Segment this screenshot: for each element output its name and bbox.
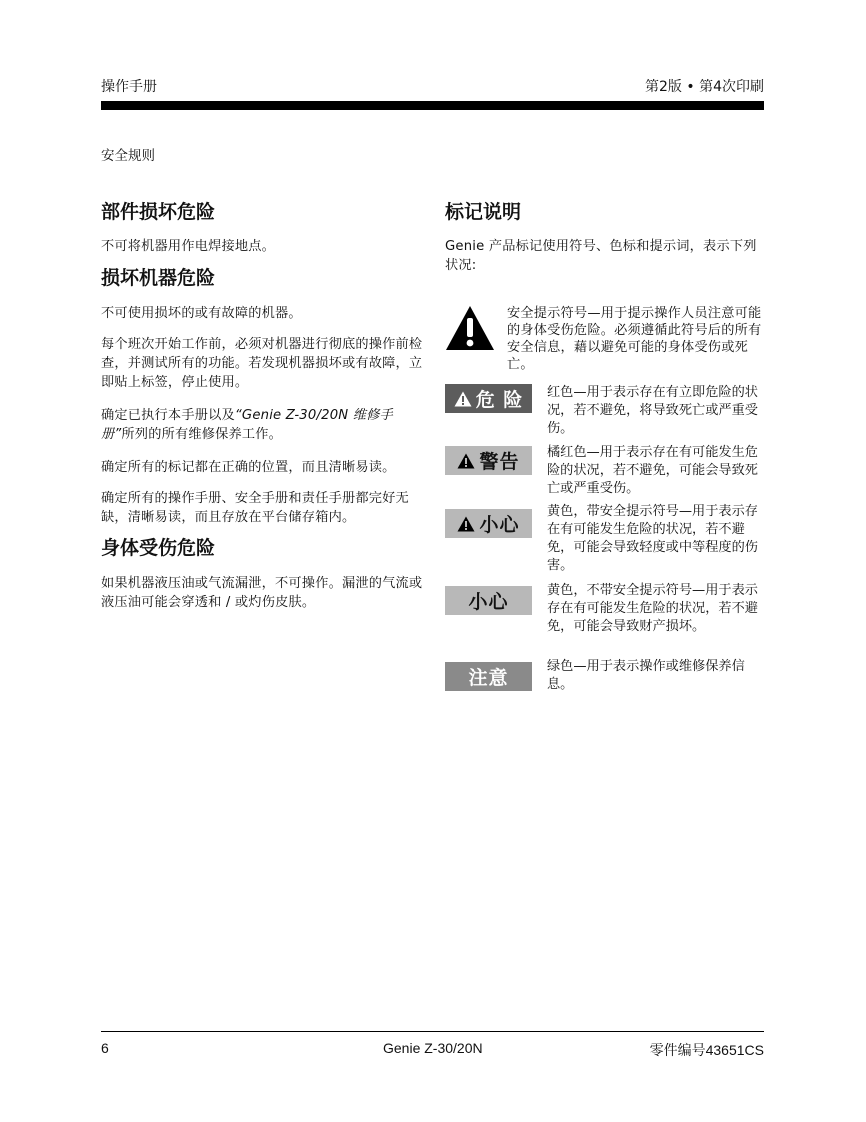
- para-maintenance: [101, 406, 423, 444]
- heading-symbol-definitions: 标记说明: [445, 201, 522, 223]
- caution-signal-panel: [445, 586, 532, 615]
- header-left: 操作手册: [101, 79, 157, 95]
- caution-alert-label: 小心: [479, 514, 520, 536]
- header-right: 第2版 • 第4次印刷: [645, 79, 764, 95]
- para-symbol-intro: Genie 产品标记使用符号、色标和提示词，表示下列状况:: [445, 239, 757, 273]
- warning-label: 警告: [479, 451, 520, 473]
- safety-alert-icon: [445, 305, 495, 351]
- notice-label: 注意: [468, 667, 509, 689]
- warning-desc: 橘红色—用于表示存在有可能发生危险的状况，若不避免，可能会导致死亡或严重受伤。: [547, 445, 758, 496]
- footer-model: Genie Z-30/20N: [383, 1040, 483, 1056]
- para-welding-ground: 不可将机器用作电焊接地点。: [101, 239, 276, 254]
- para-maintenance-a: 确定已执行本手册以及: [101, 408, 235, 423]
- notice-signal-panel: [445, 662, 532, 691]
- alert-triangle-icon: [457, 453, 475, 469]
- section-label: 安全规则: [101, 148, 155, 164]
- alert-triangle-icon: [454, 391, 472, 407]
- footer-part-number: 零件编号43651CS: [649, 1042, 764, 1058]
- caution-alert-signal-panel: [445, 509, 532, 538]
- heading-machine-damage: 损坏机器危险: [101, 267, 216, 289]
- footer-rule: [101, 1031, 764, 1032]
- heading-component-damage: 部件损坏危险: [101, 201, 216, 223]
- notice-desc: 绿色—用于表示操作或维修保养信息。: [547, 659, 745, 692]
- para-no-damaged-machine: 不可使用损坏的或有故障的机器。: [101, 306, 302, 321]
- alert-symbol-desc: 安全提示符号—用于提示操作人员注意可能的身体受伤危险。必须遵循此符号后的所有安全信息，藉以避免可能的身体受伤或死亡。: [507, 306, 762, 372]
- para-maintenance-b: 所列的所有维修保养工作。: [121, 427, 283, 442]
- danger-desc: 红色—用于表示存在有立即危险的状况，若不避免，将导致死亡或严重受伤。: [547, 385, 758, 436]
- danger-signal-panel: [445, 384, 532, 413]
- alert-triangle-icon: [457, 516, 475, 532]
- para-pre-operation-check: 每个班次开始工作前，必须对机器进行彻底的操作前检查，并测试所有的功能。若发现机器损坏或有故障，立即贴上标签，停止使用。: [101, 337, 423, 390]
- caution-label: 小心: [468, 591, 509, 613]
- service-manual-title: “Genie Z-30/20N 维修手册”: [101, 408, 393, 442]
- para-decals: 确定所有的标记都在正确的位置，而且清晰易读。: [101, 460, 396, 475]
- para-hydraulic-leak: 如果机器液压油或气流漏泄，不可操作。漏泄的气流或液压油可能会穿透和 / 或灼伤皮肤。: [101, 576, 423, 610]
- heading-bodily-injury: 身体受伤危险: [101, 537, 216, 559]
- caution-alert-desc: 黄色，带安全提示符号—用于表示存在有可能发生危险的状况，若不避免，可能会导致轻度或中等程度的伤害。: [547, 504, 758, 573]
- header-rule: [101, 101, 764, 110]
- warning-signal-panel: [445, 446, 532, 475]
- para-manuals: 确定所有的操作手册、安全手册和责任手册都完好无缺，清晰易读，而且存放在平台储存箱内。: [101, 491, 409, 525]
- caution-desc: 黄色，不带安全提示符号—用于表示存在有可能发生危险的状况，若不避免，可能会导致财产损坏。: [547, 583, 758, 634]
- danger-label: 危 险: [475, 389, 524, 411]
- page-number: 6: [101, 1040, 109, 1056]
